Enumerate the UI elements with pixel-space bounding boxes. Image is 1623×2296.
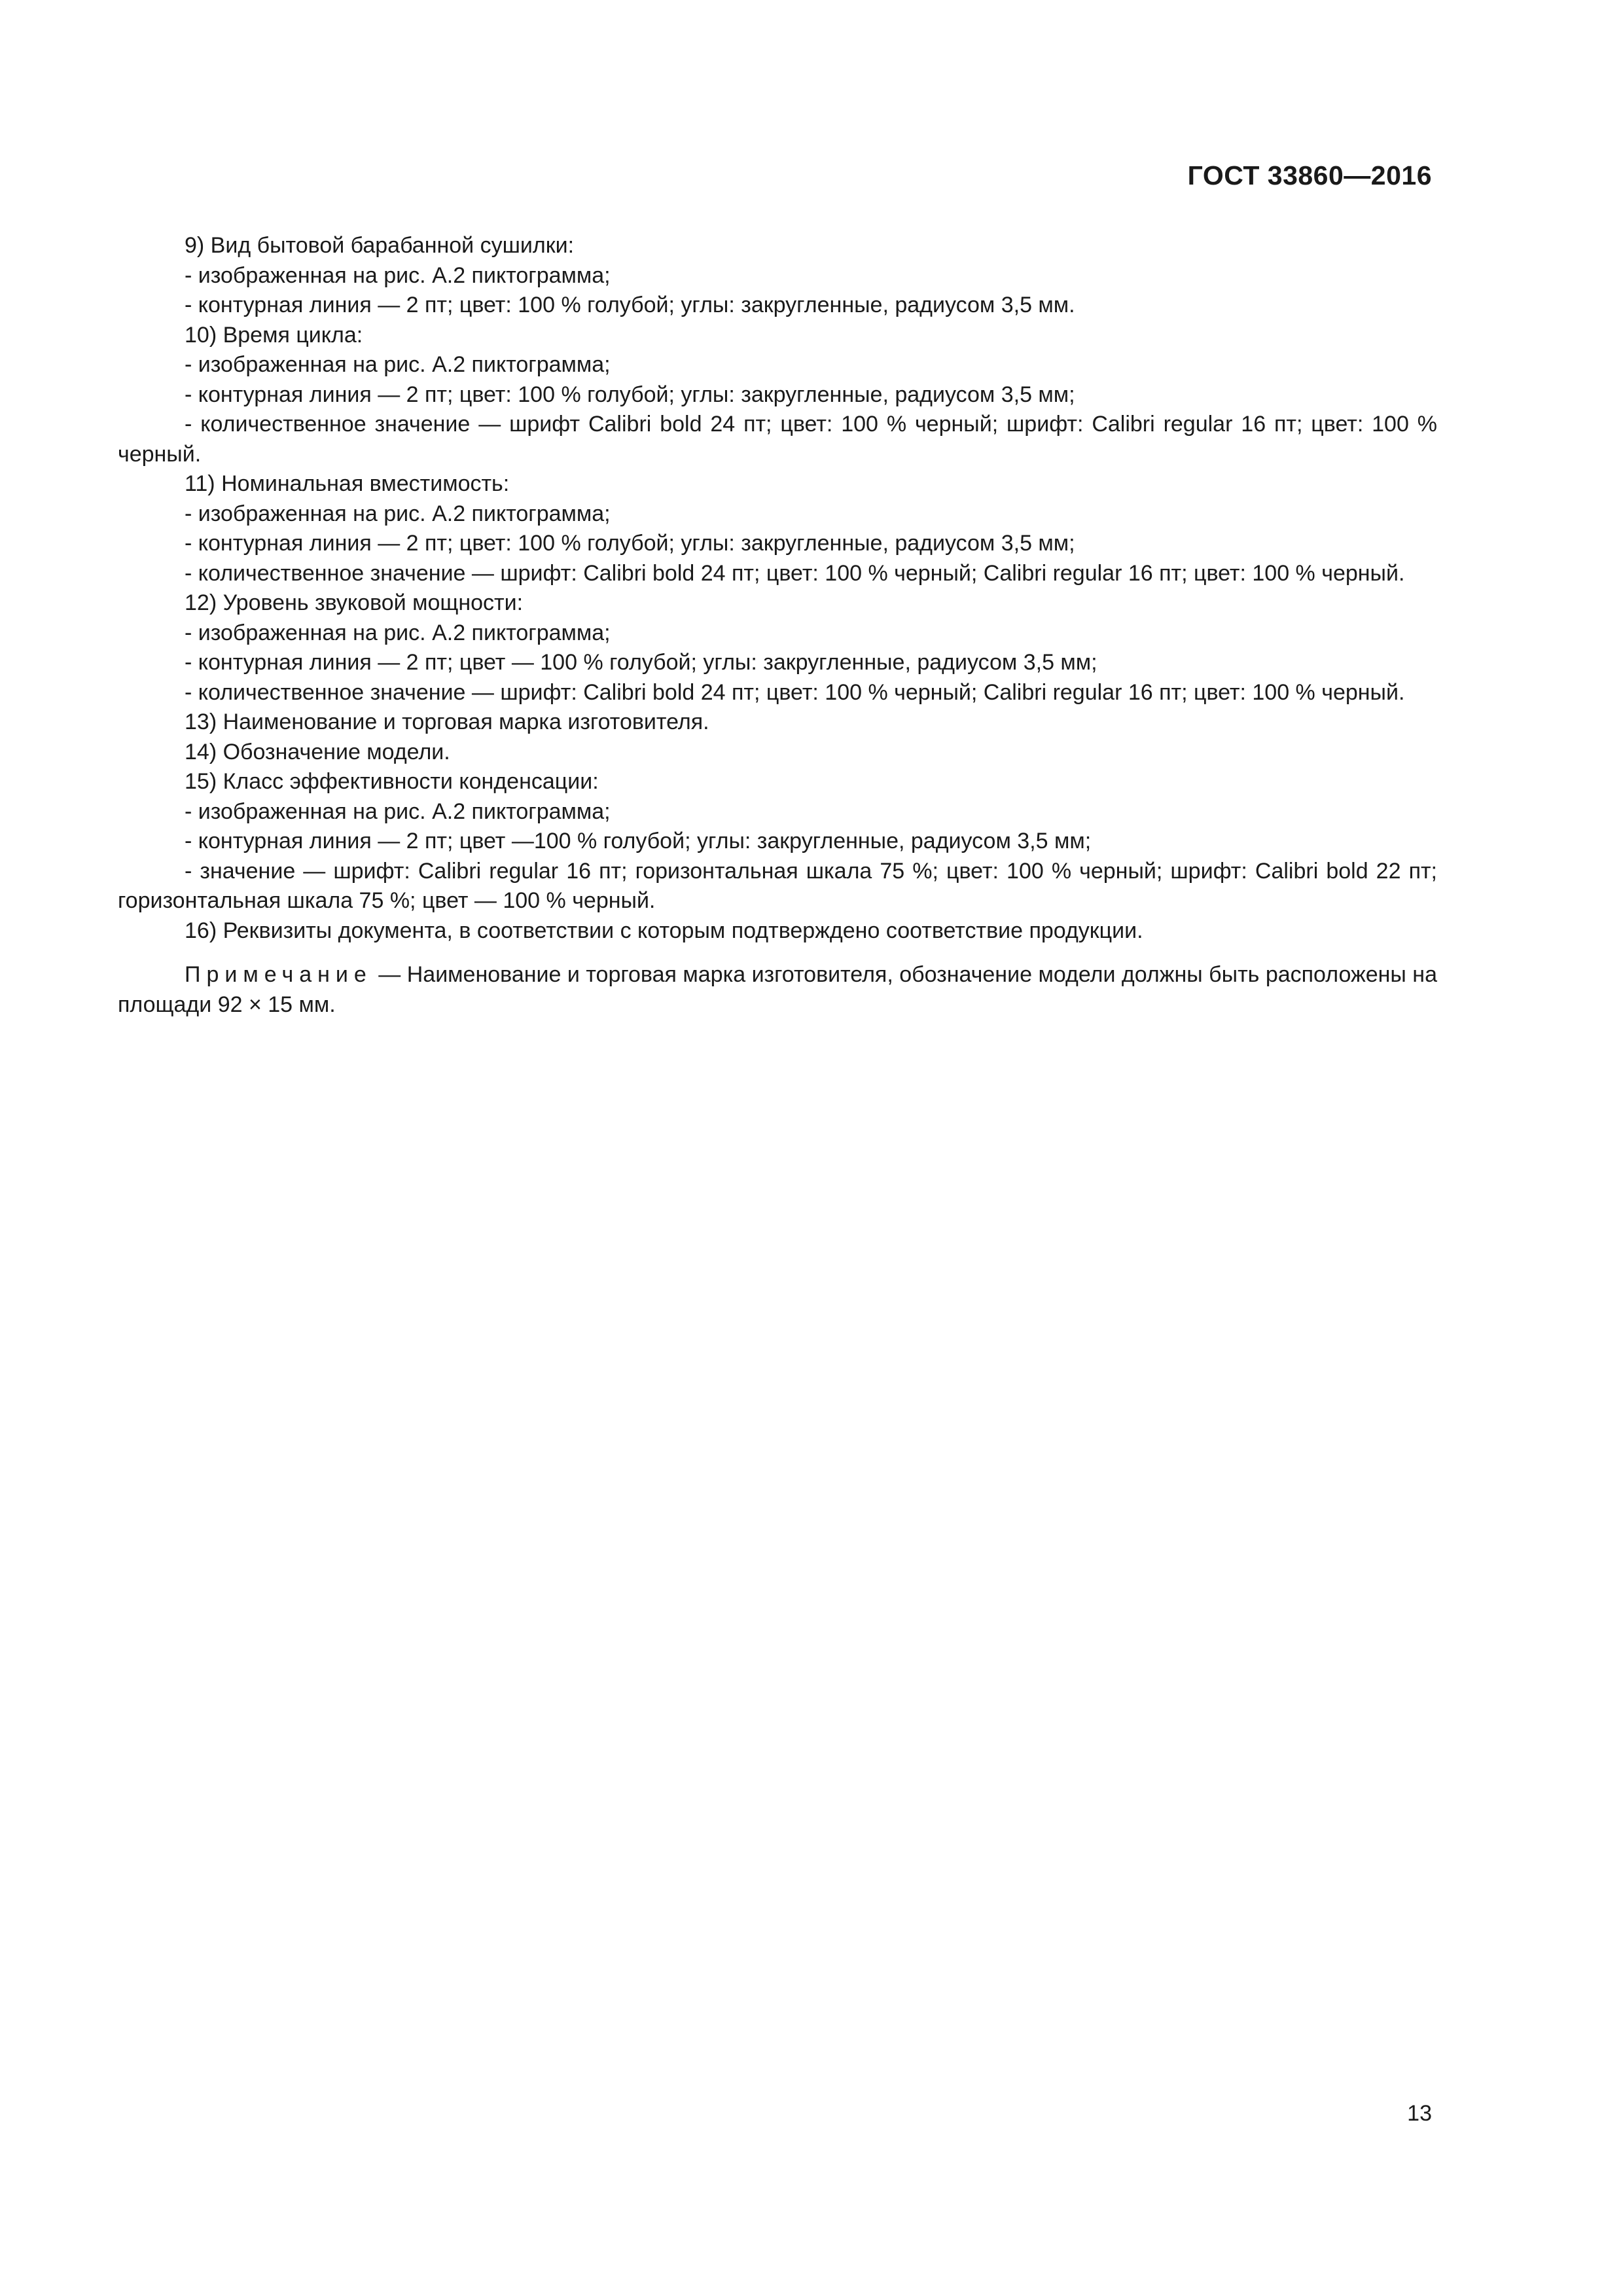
list-item: - изображенная на рис. А.2 пиктограмма; (185, 798, 611, 824)
list-item: 16) Реквизиты документа, в соответствии с которым подтверждено соответствие продукции. (185, 918, 1143, 943)
note-paragraph (118, 960, 1437, 1020)
note-text: — Наименование и торговая марка изготовителя, обозначение модели должны быть расположены на площади 92 × 15 мм. (118, 962, 1437, 1017)
document-header (1188, 160, 1432, 191)
list-item: - количественное значение — шрифт Calibri bold 24 пт; цвет: 100 % черный; шрифт: Calibri regular 16 пт; цвет: 100 % черный. (118, 412, 1437, 467)
list-item: 10) Время цикла: (185, 322, 363, 348)
list-item: - количественное значение — шрифт: Calibri bold 24 пт; цвет: 100 % черный; Calibri regular 16 пт; цвет: 100 % черный. (185, 560, 1405, 586)
list-item: - количественное значение — шрифт: Calibri bold 24 пт; цвет: 100 % черный; Calibri regular 16 пт; цвет: 100 % черный. (185, 679, 1405, 705)
list-item: 12) Уровень звуковой мощности: (185, 590, 524, 615)
standard-designation: ГОСТ 33860—2016 (1187, 160, 1432, 190)
list-item: - изображенная на рис. А.2 пиктограмма; (185, 620, 611, 645)
list-item: - контурная линия — 2 пт; цвет — 100 % голубой; углы: закругленные, радиусом 3,5 мм; (185, 650, 1097, 675)
list-item: - контурная линия — 2 пт; цвет: 100 % голубой; углы: закругленные, радиусом 3,5 мм; (185, 382, 1075, 407)
list-item: - контурная линия — 2 пт; цвет —100 % голубой; углы: закругленные, радиусом 3,5 мм; (185, 829, 1092, 853)
list-item: 14) Обозначение модели. (185, 739, 450, 764)
page-number: 13 (1407, 2101, 1432, 2126)
list-item: - контурная линия — 2 пт; цвет: 100 % голубой; углы: закругленные, радиусом 3,5 мм; (185, 531, 1075, 556)
list-item: 11) Номинальная вместимость: (185, 471, 510, 496)
list-item: - изображенная на рис. А.2 пиктограмма; (185, 262, 611, 288)
document-body (118, 231, 1437, 1020)
list-item: - контурная линия — 2 пт; цвет: 100 % голубой; углы: закругленные, радиусом 3,5 мм. (185, 293, 1075, 317)
list-item: 13) Наименование и торговая марка изготовителя. (185, 709, 709, 734)
list-item: - значение — шрифт: Calibri regular 16 пт; горизонтальная шкала 75 %; цвет: 100 % черный; шрифт: Calibri bold 22 пт; горизонтальная шкала 75 %; цвет — 100 % черный. (118, 858, 1437, 913)
list-item: - изображенная на рис. А.2 пиктограмма; (185, 501, 611, 526)
list-item: 15) Класс эффективности конденсации: (185, 769, 599, 794)
list-item: - изображенная на рис. А.2 пиктограмма; (185, 352, 611, 377)
list-item: 9) Вид бытовой барабанной сушилки: (185, 233, 575, 258)
note-label: Примечание (185, 962, 372, 987)
